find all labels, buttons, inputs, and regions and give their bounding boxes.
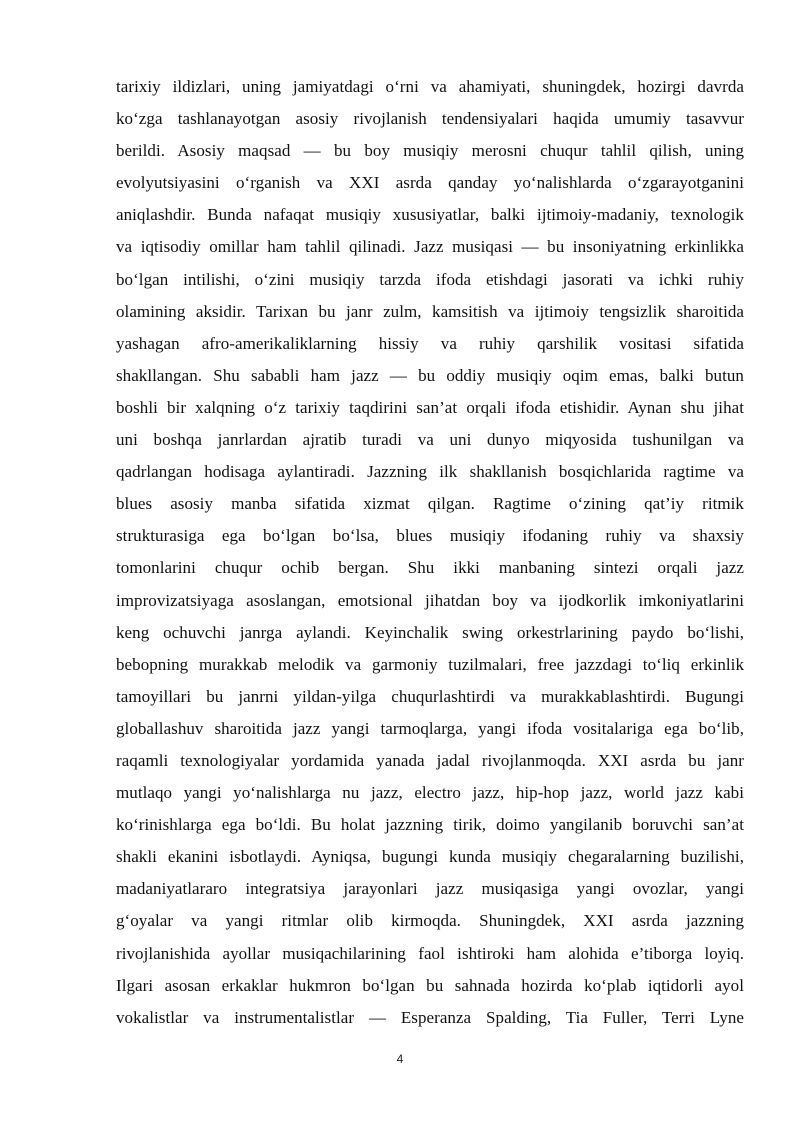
- text-line: madaniyatlararo integratsiya jarayonlari jazz musiqasiga yangi ovozlar, yangi: [116, 879, 744, 899]
- text-line: globallashuv sharoitida jazz yangi tarmoqlarga, yangi ifoda vositalariga ega bo‘lib,: [116, 718, 744, 738]
- text-line: aniqlashdir. Bunda nafaqat musiqiy xususiyatlar, balki ijtimoiy-madaniy, texnologik: [116, 205, 744, 225]
- text-line: boshli bir xalqning o‘z tarixiy taqdirini san’at orqali ifoda etishidir. Aynan shu jihat: [116, 397, 744, 417]
- text-line: keng ochuvchi janrga aylandi. Keyinchalik swing orkestrlarining paydo bo‘lishi,: [116, 622, 744, 642]
- page-number: 4: [396, 1052, 404, 1066]
- text-line: uni boshqa janrlardan ajratib turadi va uni dunyo miqyosida tushunilgan va: [116, 430, 744, 450]
- text-line: olamining aksidir. Tarixan bu janr zulm, kamsitish va ijtimoiy tengsizlik sharoitida: [116, 301, 744, 321]
- text-line: tomonlarini chuqur ochib bergan. Shu ikki manbaning sintezi orqali jazz: [116, 558, 744, 578]
- text-line: blues asosiy manba sifatida xizmat qilgan. Ragtime o‘zining qat’iy ritmik: [116, 494, 744, 514]
- text-line: mutlaqo yangi yo‘nalishlarga nu jazz, electro jazz, hip-hop jazz, world jazz kabi: [116, 783, 744, 803]
- text-line: tarixiy ildizlari, uning jamiyatdagi o‘rni va ahamiyati, shuningdek, hozirgi davrda: [116, 77, 744, 96]
- text-line: rivojlanishida ayollar musiqachilarining faol ishtiroki ham alohida e’tiborga loyiq.: [116, 943, 744, 963]
- text-line: strukturasiga ega bo‘lgan bo‘lsa, blues musiqiy ifodaning ruhiy va shaxsiy: [116, 526, 744, 546]
- text-line: shakllangan. Shu sababli ham jazz — bu oddiy musiqiy oqim emas, balki butun: [116, 365, 744, 385]
- text-line: Ilgari asosan erkaklar hukmron bo‘lgan bu sahnada hozirda ko‘plab iqtidorli ayol: [116, 975, 744, 995]
- text-line: bo‘lgan intilishi, o‘zini musiqiy tarzda ifoda etishdagi jasorati va ichki ruhiy: [116, 269, 744, 289]
- text-line: bebopning murakkab melodik va garmoniy tuzilmalari, free jazzdagi to‘liq erkinlik: [116, 654, 744, 674]
- text-line: shakli ekanini isbotlaydi. Ayniqsa, bugungi kunda musiqiy chegaralarning buzilishi,: [116, 847, 744, 867]
- text-line: berildi. Asosiy maqsad — bu boy musiqiy merosni chuqur tahlil qilish, uning: [116, 141, 744, 161]
- text-line: qadrlangan hodisaga aylantiradi. Jazzning ilk shakllanish bosqichlarida ragtime va: [116, 462, 744, 482]
- text-line: improvizatsiyaga asoslangan, emotsional jihatdan boy va ijodkorlik imkoniyatlarini: [116, 590, 744, 610]
- text-line: va iqtisodiy omillar ham tahlil qilinadi. Jazz musiqasi — bu insoniyatning erkinlikka: [116, 237, 744, 257]
- text-line: ko‘rinishlarga ega bo‘ldi. Bu holat jazzning tirik, doimo yangilanib boruvchi san’at: [116, 815, 744, 835]
- text-line: tamoyillari bu janrni yildan-yilga chuqurlashtirdi va murakkablashtirdi. Bugungi: [116, 686, 744, 706]
- text-line: evolyutsiyasini o‘rganish va XXI asrda qanday yo‘nalishlarda o‘zgarayotganini: [116, 173, 744, 193]
- text-line: yashagan afro-amerikaliklarning hissiy va ruhiy qarshilik vositasi sifatida: [116, 333, 744, 353]
- body-paragraph: [116, 71, 744, 1034]
- text-line: ko‘zga tashlanayotgan asosiy rivojlanish tendensiyalari haqida umumiy tasavvur: [116, 109, 744, 129]
- text-line: vokalistlar va instrumentalistlar — Esperanza Spalding, Tia Fuller, Terri Lyne: [116, 1007, 744, 1027]
- text-line: raqamli texnologiyalar yordamida yanada jadal rivojlanmoqda. XXI asrda bu janr: [116, 750, 744, 770]
- text-line: g‘oyalar va yangi ritmlar olib kirmoqda. Shuningdek, XXI asrda jazzning: [116, 911, 744, 931]
